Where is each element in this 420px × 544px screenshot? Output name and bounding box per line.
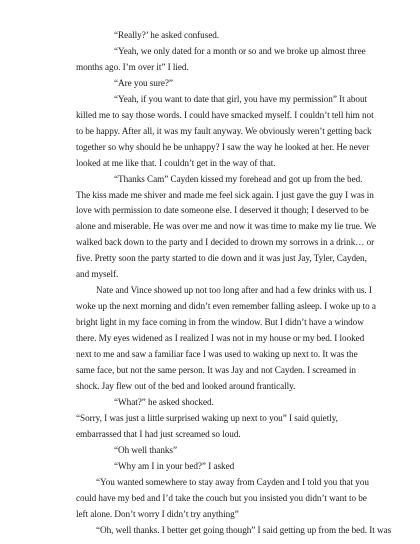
paragraph: “Thanks Cam” Cayden kissed my forehead and got up from the bed. The kiss made me shiver and made me feel sick again. I just gave the guy I was in love with permission to date someone else. I deserved it though; I deserved to be alone and miserable. He was over me and now it was time to make my lie true. We walked back down to the party and I decided to drown my sorrows in a drink… or five. Pretty soon the party started to die down and it was just Jay, Tyler, Cayden, and myself. bbox=[76, 173, 377, 280]
paragraph: “You wanted somewhere to stay away from Cayden and I told you that you could have my bed and I’d take the couch but you insisted you didn’t want to be left alone. Don’t worry I didn’t try anything” bbox=[76, 476, 369, 519]
paragraph: “Why am I in your bed?” I asked bbox=[114, 460, 235, 471]
paragraph: “Oh, well thanks. I better get going though” I said getting up from the bed. It was bbox=[96, 524, 392, 535]
paragraph: “Oh well thanks” bbox=[114, 444, 177, 455]
paragraph: Nate and Vince showed up not too long after and had a few drinks with us. I woke up the next morning and didn’t even remember falling asleep. I woke up to a bright light in my face coming in from the window. But I didn’t have a window there. My eyes widened as I realized I was not in my house or my bed. I looked next to me and saw a familiar face I was used to waking up next to. It was the same face, but not the same person. It was Jay and not Cayden. I screamed in shock. Jay flew out of the bed and looked around frantically. bbox=[76, 285, 376, 391]
paragraph: “Are you sure?” bbox=[114, 77, 173, 88]
body-text bbox=[76, 28, 392, 539]
paragraph: “Sorry, I was just a little surprised waking up next to you” I said quietly, embarrassed that I had just screamed so loud. bbox=[76, 412, 338, 439]
paragraph: “What?” he asked shocked. bbox=[114, 396, 214, 407]
paragraph: “Yeah, we only dated for a month or so and we broke up almost three months ago. I’m over it” I lied. bbox=[76, 45, 366, 72]
paragraph: “Yeah, if you want to date that girl, you have my permission” It about killed me to say those words. I could have smacked myself. I couldn’t tell him not to be happy. After all, it was my fault anyway. We obviously weren’t getting back together so why should he be unhappy? I saw the way he looked at her. He never looked at me like that. I couldn’t get in the way of that. bbox=[76, 93, 374, 168]
paragraph: “Really?’ he asked confused. bbox=[114, 30, 220, 40]
